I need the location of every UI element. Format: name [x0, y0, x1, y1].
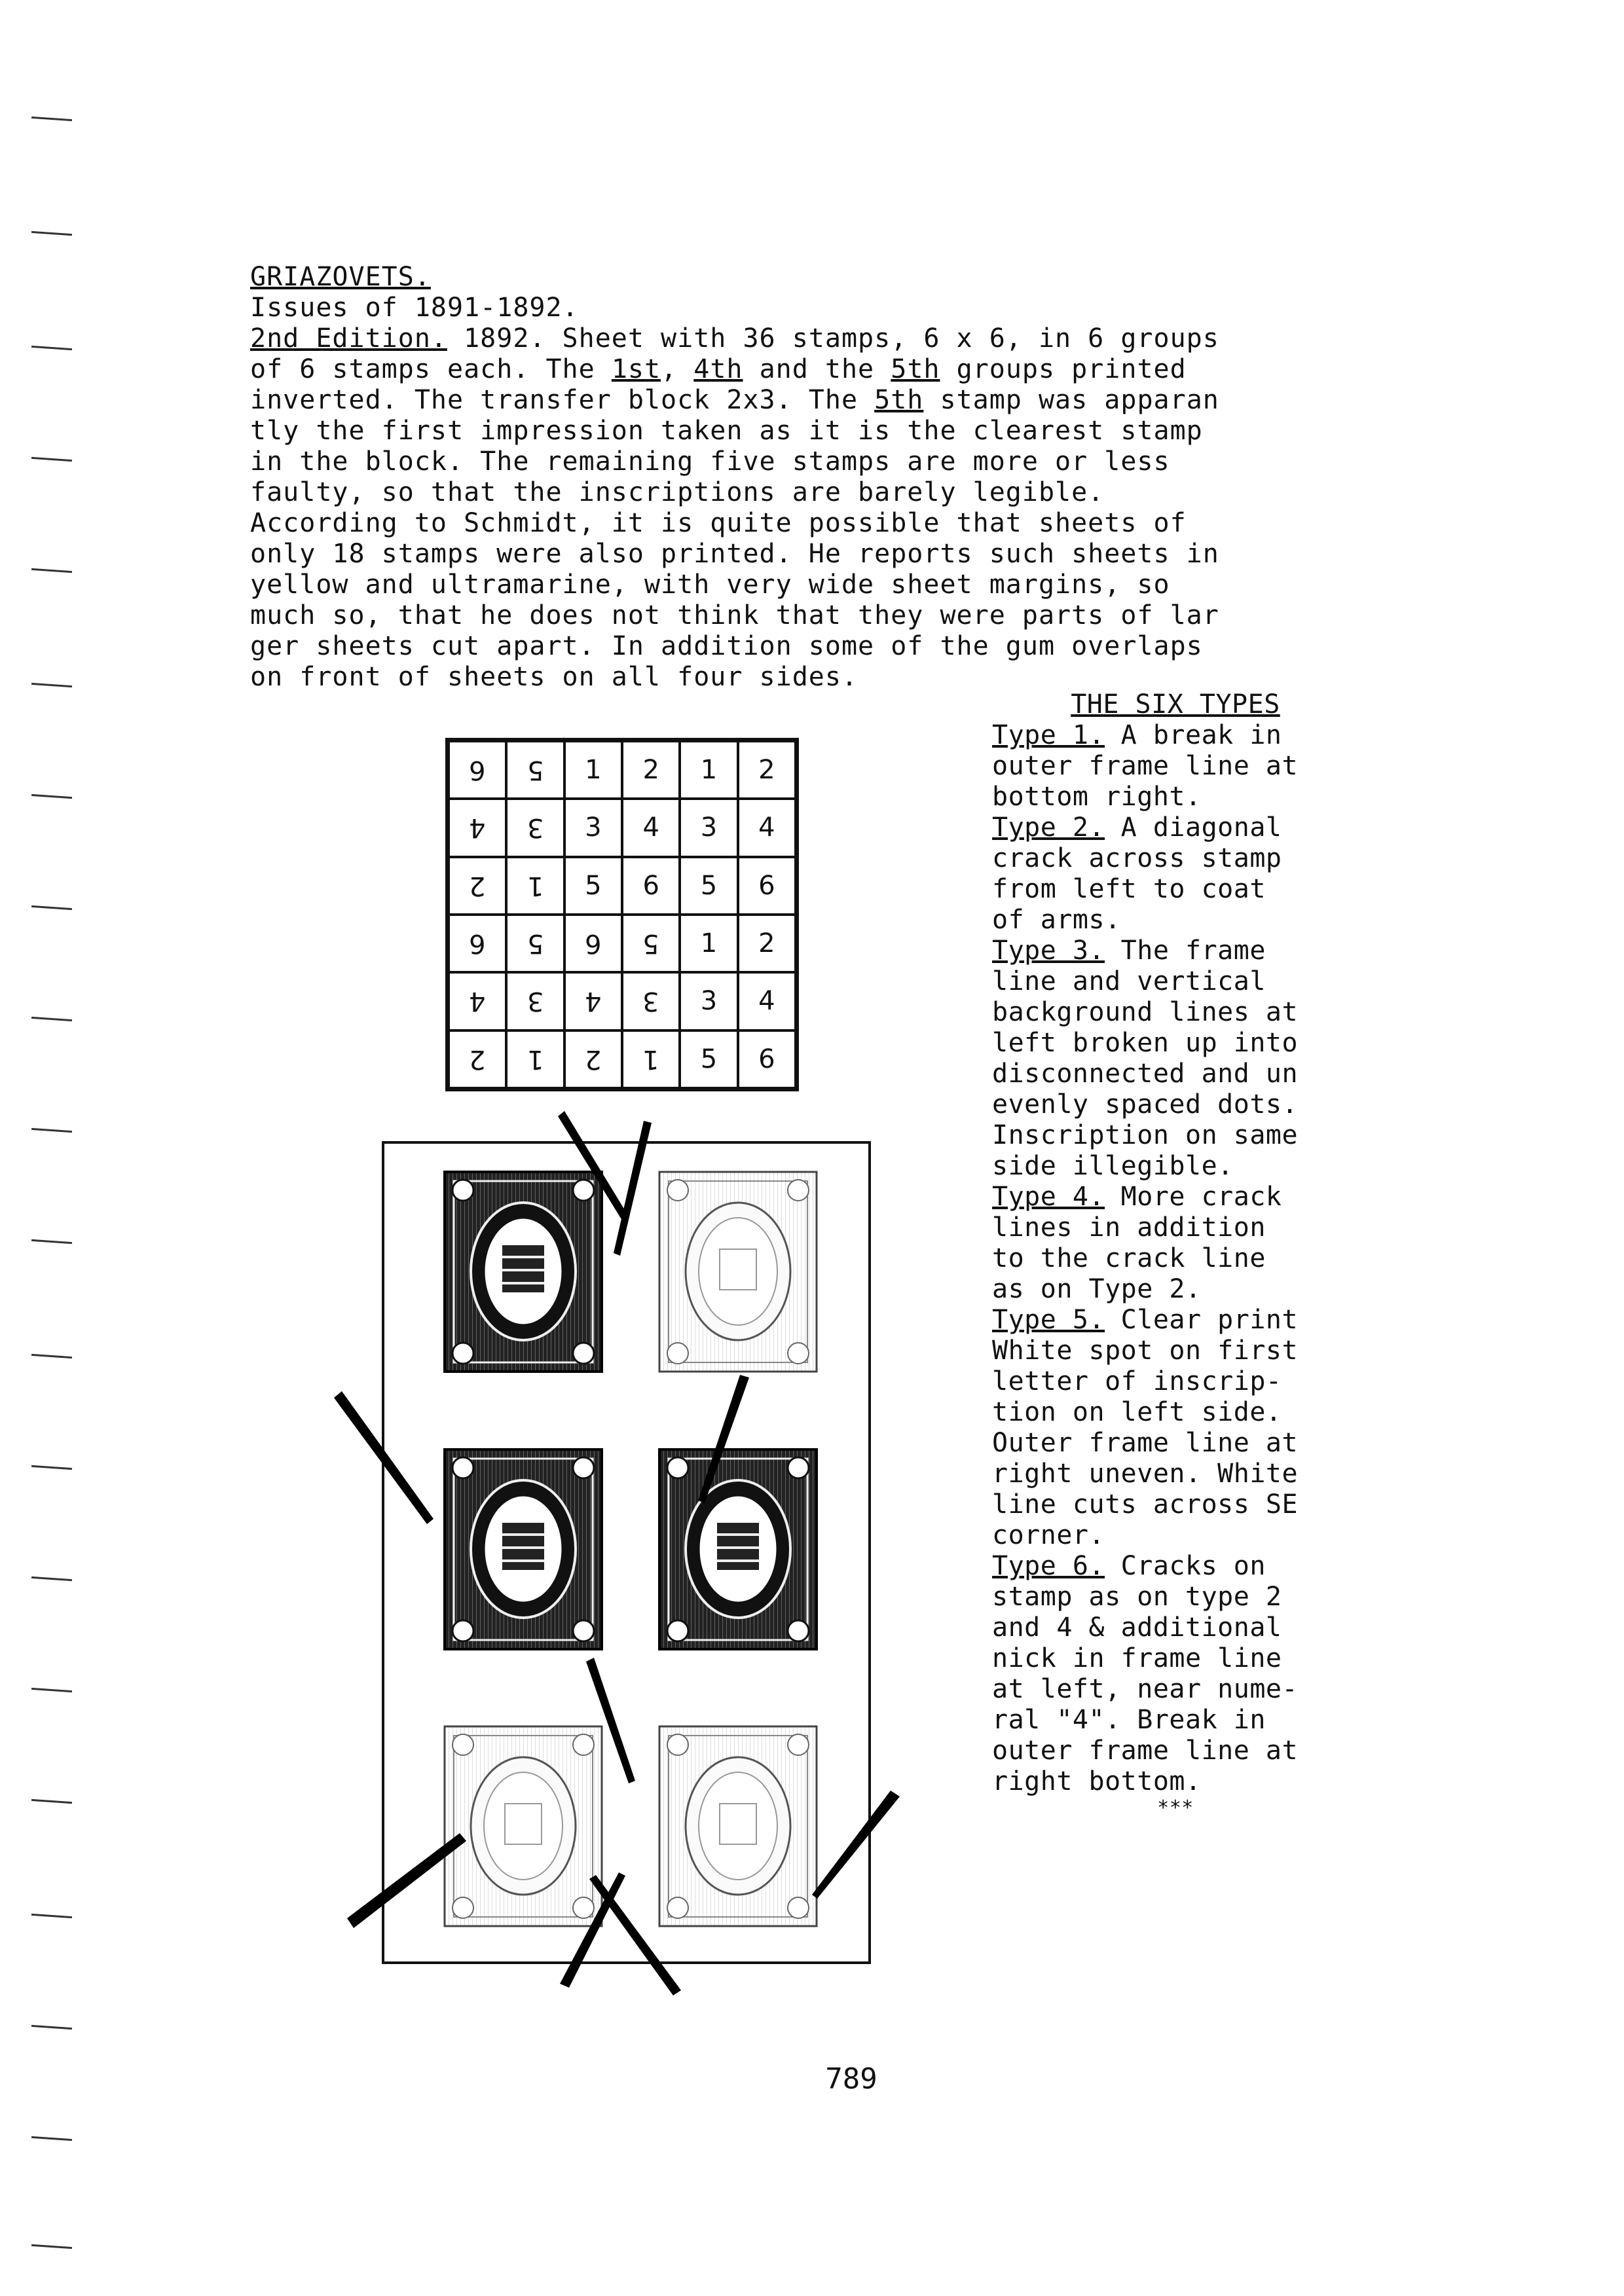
- grid-cell-number: 5: [700, 870, 718, 901]
- grid-cell-number: 2: [469, 870, 486, 901]
- intro-line-10: much so, that he does not think that they were parts of lar: [250, 600, 1219, 630]
- type-3-line: line and vertical: [992, 966, 1266, 996]
- grid-cell-number: 5: [585, 870, 602, 901]
- type-5-line: Outer frame line at: [992, 1428, 1299, 1458]
- grid-cell-number: 6: [585, 928, 602, 959]
- grid-cell-number: 3: [642, 986, 659, 1017]
- type-2-line: from left to coat: [992, 874, 1266, 904]
- arrow-6: [347, 1833, 466, 1928]
- type-6-line: outer frame line at: [992, 1736, 1299, 1766]
- grid-cell-number: 5: [700, 1044, 718, 1074]
- grid-cell-number: 4: [758, 812, 775, 843]
- grid-cell-number: 2: [585, 1044, 602, 1074]
- intro-line-11: ger sheets cut apart. In addition some of the gum overlaps: [250, 631, 1203, 661]
- grid-cell-number: 6: [758, 1044, 775, 1074]
- end-mark: ***: [1157, 1796, 1194, 1819]
- type-label: Type 6.: [992, 1551, 1105, 1581]
- grid-cell-number: 2: [642, 755, 659, 786]
- type-5-line: right uneven. White: [992, 1459, 1299, 1489]
- grid-cell-number: 2: [758, 928, 775, 959]
- arrow-4: [698, 1375, 749, 1503]
- type-1-line: Type 1. A break in: [992, 720, 1282, 750]
- intro-line-1: 2nd Edition. 1892. Sheet with 36 stamps, 6 x 6, in 6 groups: [250, 323, 1219, 354]
- type-5-line: White spot on first: [992, 1336, 1299, 1366]
- type-label: Type 1.: [992, 720, 1105, 750]
- grid-cell-number: 2: [758, 755, 775, 786]
- type-label: Type 2.: [992, 812, 1105, 843]
- type-label: Type 3.: [992, 936, 1105, 966]
- intro-line-2: of 6 stamps each. The 1st, 4th and the 5th groups printed: [250, 354, 1187, 384]
- type-6-line: stamp as on type 2: [992, 1582, 1282, 1612]
- grid-cell-number: 1: [526, 870, 544, 901]
- grid-cell-number: 3: [526, 812, 544, 843]
- grid-cell-number: 6: [758, 870, 775, 901]
- grid-cell-number: 4: [469, 812, 486, 843]
- type-3-line: evenly spaced dots.: [992, 1089, 1299, 1120]
- grid-cell-number: 5: [526, 928, 544, 959]
- grid-cell-number: 3: [700, 812, 718, 843]
- type-4-line: as on Type 2.: [992, 1274, 1202, 1304]
- type-2-line: crack across stamp: [992, 843, 1282, 873]
- type-6-line: and 4 & additional: [992, 1613, 1282, 1643]
- arrow-1: [558, 1111, 629, 1220]
- arrow-9: [812, 1791, 900, 1899]
- arrow-7: [560, 1872, 625, 1988]
- intro-line-9: yellow and ultramarine, with very wide sheet margins, so: [250, 570, 1170, 600]
- intro-line-3: inverted. The transfer block 2x3. The 5th stamp was apparan: [250, 385, 1219, 415]
- type-6-line: at left, near nume-: [992, 1674, 1299, 1704]
- grid-cell-number: 6: [469, 755, 486, 786]
- type-1-line: bottom right.: [992, 782, 1202, 812]
- intro-line-12: on front of sheets on all four sides.: [250, 662, 858, 692]
- type-3-line: left broken up into: [992, 1028, 1299, 1058]
- type-5-line: Type 5. Clear print: [992, 1305, 1299, 1335]
- type-1-line: outer frame line at: [992, 751, 1299, 781]
- intro-line-8: only 18 stamps were also printed. He reports such sheets in: [250, 539, 1219, 569]
- type-label: Type 5.: [992, 1305, 1105, 1335]
- intro-line-7: According to Schmidt, it is quite possible that sheets of: [250, 508, 1187, 538]
- type-6-line: right bottom.: [992, 1766, 1202, 1796]
- heading: GRIAZOVETS.: [250, 262, 431, 292]
- page-number: 789: [825, 2062, 877, 2096]
- type-5-line: line cuts across SE: [992, 1489, 1299, 1520]
- arrow-3: [334, 1391, 434, 1524]
- grid-cell-number: 3: [526, 986, 544, 1017]
- type-5-line: letter of inscrip-: [992, 1366, 1282, 1396]
- arrow-2: [614, 1121, 652, 1256]
- type-3-line: Type 3. The frame: [992, 936, 1266, 966]
- intro-line-6: faulty, so that the inscriptions are barely legible.: [250, 477, 1105, 507]
- type-3-line: Inscription on same: [992, 1120, 1299, 1150]
- intro-line-5: in the block. The remaining five stamps are more or less: [250, 446, 1170, 477]
- type-3-line: side illegible.: [992, 1151, 1234, 1181]
- type-4-line: lines in addition: [992, 1212, 1266, 1243]
- grid-cell-number: 1: [700, 755, 718, 786]
- grid-cell-number: 6: [469, 928, 486, 959]
- six-types-title: THE SIX TYPES: [1071, 689, 1280, 720]
- type-6-line: nick in frame line: [992, 1643, 1282, 1673]
- type-label: Type 4.: [992, 1182, 1105, 1212]
- issues-line: Issues of 1891-1892.: [250, 293, 579, 323]
- grid-cell-number: 3: [700, 986, 718, 1017]
- type-6-line: ral "4". Break in: [992, 1705, 1266, 1735]
- type-3-line: background lines at: [992, 997, 1299, 1027]
- grid-cell-number: 1: [585, 755, 602, 786]
- type-2-line: Type 2. A diagonal: [992, 812, 1282, 843]
- arrow-8: [589, 1875, 681, 1995]
- grid-cell-number: 1: [700, 928, 718, 959]
- grid-cell-number: 3: [585, 812, 602, 843]
- grid-cell-number: 6: [642, 870, 659, 901]
- type-2-line: of arms.: [992, 905, 1121, 935]
- type-3-line: disconnected and un: [992, 1059, 1299, 1089]
- edition-label: 2nd Edition.: [250, 323, 447, 354]
- grid-cell-number: 4: [758, 986, 775, 1017]
- type-5-line: corner.: [992, 1520, 1105, 1550]
- grid-cell-number: 1: [526, 1044, 544, 1074]
- arrow-5: [586, 1658, 635, 1783]
- intro-line-4: tly the first impression taken as it is the clearest stamp: [250, 416, 1203, 446]
- types-list: [992, 720, 1359, 1797]
- grid-cell-number: 5: [526, 755, 544, 786]
- grid-cell-number: 4: [642, 812, 659, 843]
- grid-cell-number: 5: [642, 928, 659, 959]
- grid-cell-number: 4: [585, 986, 602, 1017]
- type-4-line: Type 4. More crack: [992, 1182, 1282, 1212]
- grid-cell-number: 4: [469, 986, 486, 1017]
- type-4-line: to the crack line: [992, 1243, 1266, 1273]
- six-types-column: [992, 689, 1359, 1819]
- grid-cell-number: 1: [642, 1044, 659, 1074]
- type-5-line: tion on left side.: [992, 1397, 1282, 1427]
- grid-cell-number: 2: [469, 1044, 486, 1074]
- type-6-line: Type 6. Cracks on: [992, 1551, 1266, 1581]
